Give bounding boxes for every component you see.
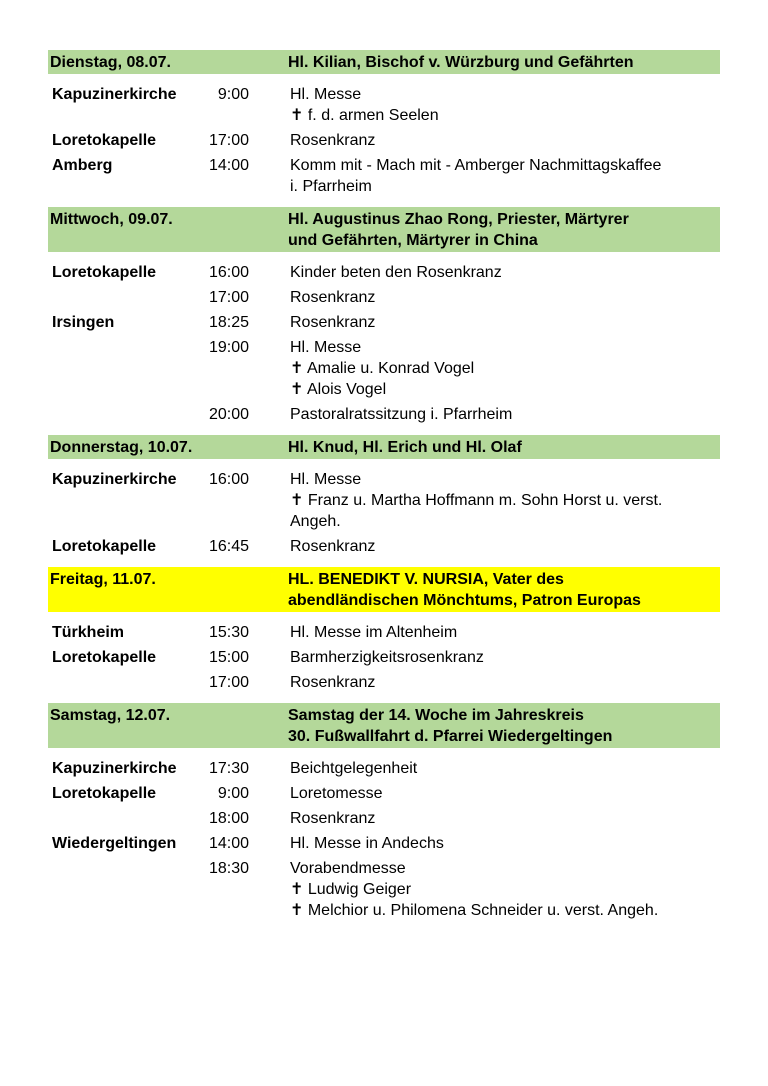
event-row — [48, 262, 720, 283]
event-description — [290, 312, 720, 333]
event-location — [52, 287, 200, 308]
day-header — [48, 703, 720, 748]
event-list — [48, 459, 720, 557]
event-location — [52, 858, 200, 921]
feast-title: Hl. Augustinus Zhao Rong, Priester, Märtyrer und Gefährten, Märtyrer in China — [288, 211, 629, 249]
event-time: 16:45 — [208, 538, 249, 555]
event-row — [48, 404, 720, 425]
event-description — [290, 404, 720, 425]
event-line: Rosenkranz — [290, 538, 376, 555]
event-description — [290, 833, 720, 854]
event-row — [48, 155, 720, 197]
event-location: Amberg — [52, 157, 113, 174]
day-header — [48, 207, 720, 252]
event-description — [290, 808, 720, 829]
event-line: Vorabendmesse — [290, 860, 406, 877]
event-line: ✝ Ludwig Geiger — [290, 881, 412, 898]
event-location: Loretokapelle — [52, 132, 157, 149]
event-location: Loretokapelle — [52, 538, 157, 555]
event-line: Rosenkranz — [290, 289, 376, 306]
event-line: ✝ Franz u. Martha Hoffmann m. Sohn Horst u. verst. — [290, 492, 663, 509]
event-line: Loretomesse — [290, 785, 383, 802]
event-list — [48, 74, 720, 197]
day-block — [48, 703, 720, 921]
event-time: 18:30 — [208, 860, 249, 877]
event-time: 17:00 — [208, 289, 249, 306]
event-line: Rosenkranz — [290, 132, 376, 149]
event-description — [290, 647, 720, 668]
event-line: Rosenkranz — [290, 810, 376, 827]
event-line: Barmherzigkeitsrosenkranz — [290, 649, 484, 666]
feast-title: HL. BENEDIKT V. NURSIA, Vater des abendländischen Mönchtums, Patron Europas — [288, 571, 641, 609]
event-list — [48, 748, 720, 921]
event-line: ✝ Melchior u. Philomena Schneider u. verst. Angeh. — [290, 902, 659, 919]
event-row — [48, 758, 720, 779]
day-date: Dienstag, 08.07. — [50, 54, 171, 71]
event-description — [290, 337, 720, 400]
day-header — [48, 50, 720, 74]
event-location: Loretokapelle — [52, 264, 157, 281]
event-line: Kinder beten den Rosenkranz — [290, 264, 502, 281]
event-row — [48, 337, 720, 400]
event-location: Kapuzinerkirche — [52, 760, 177, 777]
event-time: 17:00 — [208, 674, 249, 691]
event-location: Loretokapelle — [52, 649, 157, 666]
event-line: Hl. Messe im Altenheim — [290, 624, 458, 641]
event-row — [48, 672, 720, 693]
event-description — [290, 858, 720, 921]
event-time: 18:25 — [208, 314, 249, 331]
event-line: Hl. Messe — [290, 86, 362, 103]
event-location: Wiedergeltingen — [52, 835, 177, 852]
event-location: Loretokapelle — [52, 785, 157, 802]
event-time: 17:00 — [208, 132, 249, 149]
event-row — [48, 833, 720, 854]
day-date: Mittwoch, 09.07. — [50, 211, 173, 228]
event-row — [48, 469, 720, 532]
event-location — [52, 404, 200, 425]
event-time: 17:30 — [208, 760, 249, 777]
event-location — [52, 672, 200, 693]
event-description — [290, 155, 720, 197]
event-description — [290, 672, 720, 693]
event-line: Beichtgelegenheit — [290, 760, 418, 777]
event-line: Hl. Messe — [290, 339, 362, 356]
event-row — [48, 312, 720, 333]
day-block — [48, 567, 720, 693]
event-time: 18:00 — [208, 810, 249, 827]
event-time: 9:00 — [217, 86, 249, 103]
feast-title: Samstag der 14. Woche im Jahreskreis 30. Fußwallfahrt d. Pfarrei Wiedergeltingen — [288, 707, 613, 745]
day-date: Samstag, 12.07. — [50, 707, 171, 724]
event-line: ✝ Alois Vogel — [290, 381, 387, 398]
event-time: 16:00 — [208, 264, 249, 281]
event-description — [290, 84, 720, 126]
event-line: ✝ Amalie u. Konrad Vogel — [290, 360, 475, 377]
event-line: ✝ f. d. armen Seelen — [290, 107, 439, 124]
event-location: Irsingen — [52, 314, 115, 331]
event-line: Rosenkranz — [290, 314, 376, 331]
schedule — [48, 50, 720, 931]
event-location: Kapuzinerkirche — [52, 86, 177, 103]
event-row — [48, 287, 720, 308]
day-date: Freitag, 11.07. — [50, 571, 156, 588]
event-line: Angeh. — [290, 513, 341, 530]
event-time: 15:30 — [208, 624, 249, 641]
event-time: 19:00 — [208, 339, 249, 356]
day-header — [48, 567, 720, 612]
event-description — [290, 130, 720, 151]
event-line: Rosenkranz — [290, 674, 376, 691]
event-row — [48, 536, 720, 557]
event-time: 9:00 — [217, 785, 249, 802]
event-location — [52, 337, 200, 400]
event-list — [48, 252, 720, 425]
event-time: 15:00 — [208, 649, 249, 666]
event-row — [48, 622, 720, 643]
event-description — [290, 783, 720, 804]
event-list — [48, 612, 720, 693]
day-block — [48, 435, 720, 557]
event-time: 14:00 — [208, 835, 249, 852]
event-time: 20:00 — [208, 406, 249, 423]
event-description — [290, 622, 720, 643]
event-row — [48, 84, 720, 126]
event-description — [290, 262, 720, 283]
event-row — [48, 808, 720, 829]
event-location: Türkheim — [52, 624, 125, 641]
feast-title: Hl. Kilian, Bischof v. Würzburg und Gefährten — [288, 54, 634, 71]
event-line: Pastoralratssitzung i. Pfarrheim — [290, 406, 513, 423]
event-line: Komm mit - Mach mit - Amberger Nachmittagskaffee — [290, 157, 662, 174]
event-row — [48, 858, 720, 921]
event-description — [290, 469, 720, 532]
event-location: Kapuzinerkirche — [52, 471, 177, 488]
event-time: 14:00 — [208, 157, 249, 174]
event-description — [290, 287, 720, 308]
event-description — [290, 536, 720, 557]
day-block — [48, 207, 720, 425]
feast-title: Hl. Knud, Hl. Erich und Hl. Olaf — [288, 439, 522, 456]
event-line: Hl. Messe — [290, 471, 362, 488]
event-time: 16:00 — [208, 471, 249, 488]
day-header — [48, 435, 720, 459]
event-row — [48, 130, 720, 151]
event-row — [48, 783, 720, 804]
day-block — [48, 50, 720, 197]
day-date: Donnerstag, 10.07. — [50, 439, 193, 456]
event-line: i. Pfarrheim — [290, 178, 372, 195]
event-row — [48, 647, 720, 668]
event-location — [52, 808, 200, 829]
event-description — [290, 758, 720, 779]
event-line: Hl. Messe in Andechs — [290, 835, 444, 852]
